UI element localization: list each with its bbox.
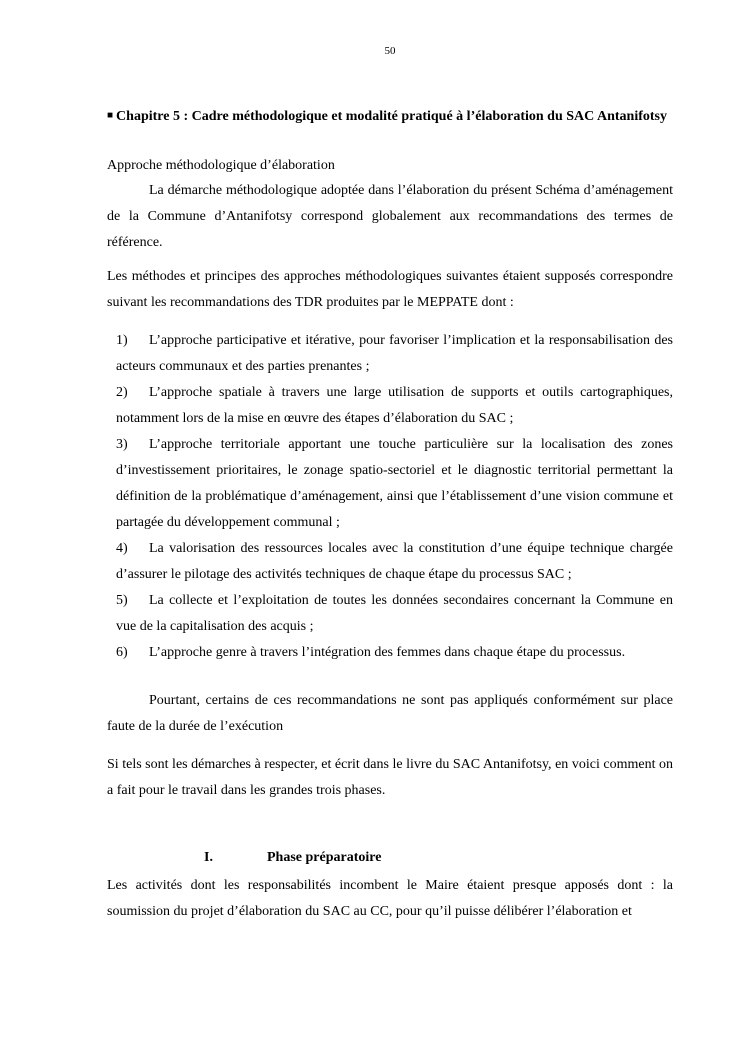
list-item-number: 4): [116, 541, 128, 556]
section-title: [204, 850, 381, 866]
subheading: Approche méthodologique d’élaboration: [107, 158, 335, 173]
list-item: [116, 328, 673, 380]
list-item-number: 6): [116, 645, 128, 660]
list-item-number: 1): [116, 333, 128, 348]
section-title-text: Phase préparatoire: [267, 850, 382, 865]
list-item: [116, 536, 673, 588]
list-item-text: L’approche participative et itérative, pour favoriser l’implication et la responsabilisation des acteurs communaux et des parties prenantes ;: [116, 333, 673, 374]
paragraph: La démarche méthodologique adoptée dans l’élaboration du présent Schéma d’aménagement de la Commune d’Antanifotsy correspond globalement aux recommandations des termes de référence.: [107, 183, 673, 250]
square-bullet-icon: ■: [107, 110, 114, 121]
list-item-text: L’approche spatiale à travers une large utilisation de supports et outils cartographiques, notamment lors de la mise en œuvre des étapes d’élaboration du SAC ;: [116, 385, 673, 426]
page-number: 50: [384, 45, 396, 57]
list-item-text: L’approche territoriale apportant une touche particulière sur la localisation des zones d’investissement prioritaires, le zonage spatio-sectoriel et le diagnostic territorial permettant la définition de la problématique d’aménagement, ainsi que l’établissement d’une vision commune et partagée du développement communal ;: [116, 437, 673, 530]
paragraph: Les méthodes et principes des approches méthodologiques suivantes étaient supposés correspondre suivant les recommandations des TDR produites par le MEPPATE dont :: [107, 269, 673, 310]
list-item: [116, 640, 673, 666]
list-item-text: L’approche genre à travers l’intégration des femmes dans chaque étape du processus.: [149, 645, 626, 660]
methodology-list: [116, 328, 673, 666]
paragraph: Les activités dont les responsabilités incombent le Maire étaient presque apposés dont : la soumission du projet d’élaboration du SAC au CC, pour qu’il puisse délibérer l’élaboration et: [107, 878, 673, 919]
section-number: I.: [204, 850, 213, 865]
list-item: [116, 380, 673, 432]
list-item-text: La collecte et l’exploitation de toutes les données secondaires concernant la Commune en vue de la capitalisation des acquis ;: [116, 593, 673, 634]
chapter-heading: [107, 105, 673, 127]
paragraph: Pourtant, certains de ces recommandations ne sont pas appliqués conformément sur place faute de la durée de l’exécution: [107, 693, 673, 734]
list-item: [116, 588, 673, 640]
list-item: [116, 432, 673, 536]
paragraph: Si tels sont les démarches à respecter, et écrit dans le livre du SAC Antanifotsy, en voici comment on a fait pour le travail dans les grandes trois phases.: [107, 757, 673, 798]
list-item-number: 5): [116, 593, 128, 608]
chapter-heading-text: Chapitre 5 : Cadre méthodologique et modalité pratiqué à l’élaboration du SAC Antanifotsy: [116, 109, 667, 124]
list-item-number: 2): [116, 385, 128, 400]
list-item-text: La valorisation des ressources locales avec la constitution d’une équipe technique chargée d’assurer le pilotage des activités techniques de chaque étape du processus SAC ;: [116, 541, 673, 582]
list-item-number: 3): [116, 437, 128, 452]
